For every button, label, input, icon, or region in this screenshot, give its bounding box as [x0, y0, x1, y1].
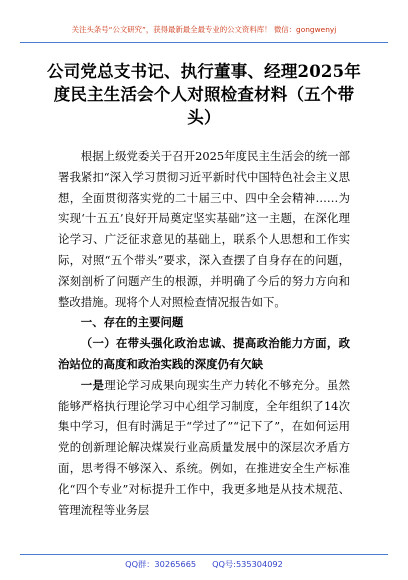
- document-title: 公司党总支书记、执行董事、经理2025年度民主生活会个人对照检查材料（五个带头）: [47, 62, 361, 127]
- banner-text: 关注头条号“公文研究”，获得最新最全最专业的公文资料库！ 微信：gongwenyj: [71, 25, 337, 34]
- subsection-heading: （一）在带头强化政治忠诚、提高政治能力方面，政治站位的高度和政治实践的深度仍有欠缺: [58, 336, 350, 371]
- top-banner: [20, 22, 388, 43]
- intro-paragraph: 根据上级党委关于召开2025年度民主生活会的统一部署我紧扣“深入学习贯彻习近平新时代中国特色社会主义思想，全面贯彻落实党的二十届三中、四中全会精神……为实现‘十五五’良好开局奠定坚实基础”这一主题，在深化理论学习、广泛征求意见的基础上，联系个人思想和工作实际，对照“五个带头”要求，深入查摆了自身存在的问题，深刻剖析了问题产生的根源，并明确了今后的努力方向和整改措施。现将个人对照检查情况报告如下。: [58, 149, 350, 309]
- point-text: 理论学习成果向现实生产力转化不够充分。虽然能够严格执行理论学习中心组学习制度，全年组织了14次集中学习，但有时满足于“学过了”“记下了”，在如何运用党的创新理论解决煤炭行业高质量发展中的深层次矛盾方面，思考得不够深入、系统。例如，在推进安全生产标准化“四个专业”对标提升工作中，我更多地是从技术规范、管理流程等业务层: [58, 377, 350, 517]
- footer: [20, 554, 388, 575]
- point-lead: 一是: [80, 377, 105, 392]
- footer-qq-number: QQ号:535304092: [212, 559, 283, 569]
- section-heading: 一、存在的主要问题: [80, 315, 184, 330]
- point-paragraph: [58, 375, 350, 521]
- document-body: [58, 146, 350, 520]
- footer-qq-group: QQ群：30265665: [125, 559, 197, 569]
